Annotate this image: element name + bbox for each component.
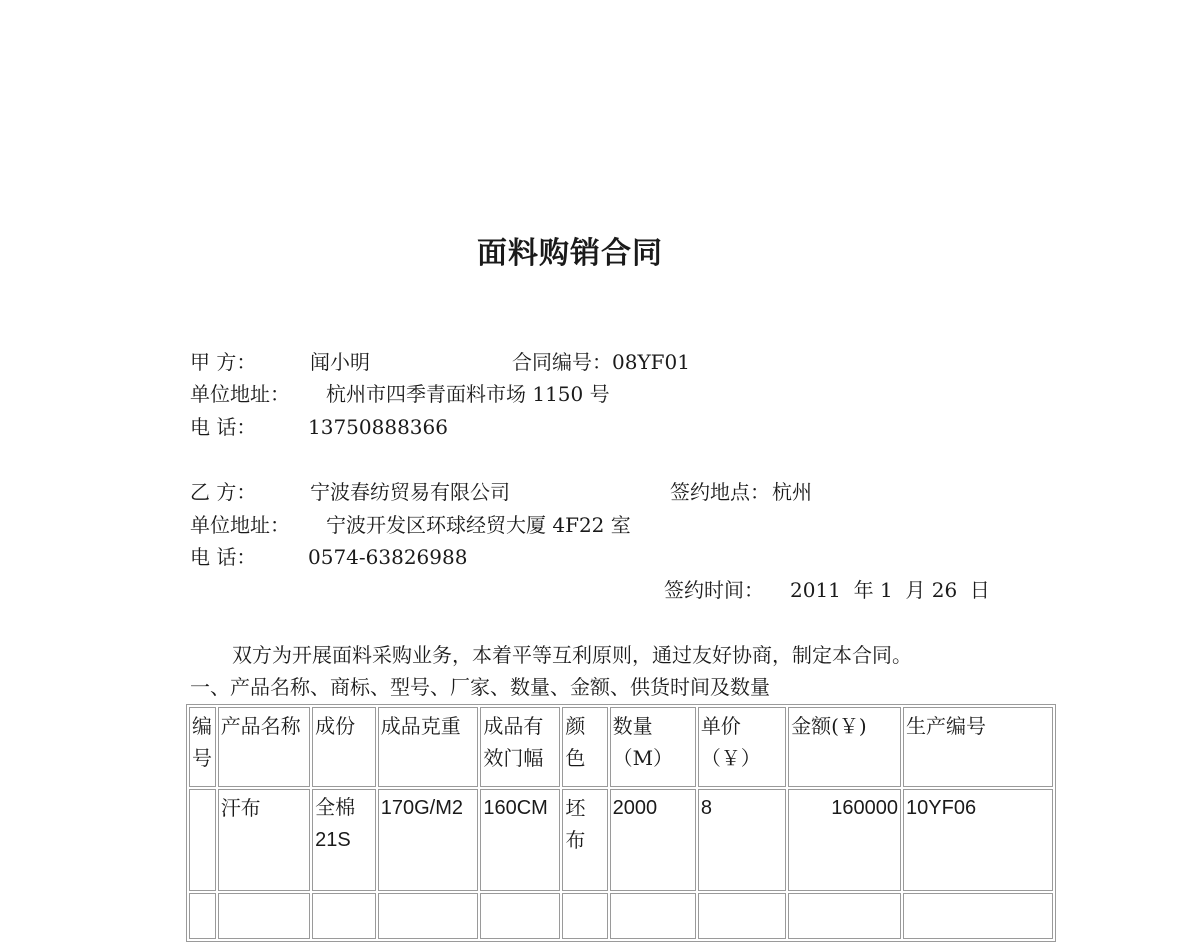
party-b-phone: 0574-63826988: [308, 545, 468, 569]
party-a-phone-label: 电 话：: [190, 415, 257, 439]
contract-no: 08YF01: [612, 350, 690, 374]
table-cell: 10YF06: [903, 789, 1053, 891]
document-title: 面料购销合同: [477, 236, 663, 271]
table-cell: 坯布: [562, 789, 607, 891]
table-cell: 2000: [610, 789, 696, 891]
party-b-label: 乙 方：: [190, 480, 257, 504]
header-cell: 金额(￥): [788, 707, 901, 787]
sign-location: 杭州: [772, 480, 812, 504]
product-table-wrap: [186, 704, 1056, 942]
party-b-phone-label: 电 话：: [190, 545, 257, 569]
header-cell: 单价（￥）: [698, 707, 786, 787]
table-cell: 170G/M2: [378, 789, 479, 891]
intro-paragraph: 双方为开展面料采购业务，本着平等互利原则，通过友好协商，制定本合同。: [232, 643, 912, 667]
table-cell: 160000: [788, 789, 901, 891]
party-b-address-label: 单位地址：: [190, 513, 290, 537]
sign-date: 2011 年 1 月 26 日: [790, 578, 990, 602]
sign-date-label: 签约时间：: [664, 578, 764, 602]
header-cell: 成品克重: [378, 707, 479, 787]
sign-location-label: 签约地点：: [670, 480, 770, 504]
header-cell: 成品有效门幅: [480, 707, 560, 787]
party-a-address-label: 单位地址：: [190, 382, 290, 406]
table-cell: 8: [698, 789, 786, 891]
party-a-phone: 13750888366: [308, 415, 448, 439]
header-cell: 生产编号: [903, 707, 1053, 787]
table-cell: 160CM: [480, 789, 560, 891]
header-cell: 成份: [312, 707, 376, 787]
party-b-name: 宁波春纺贸易有限公司: [310, 480, 510, 504]
header-cell: 颜色: [562, 707, 607, 787]
table-row: [189, 789, 1053, 891]
party-a-name: 闻小明: [310, 350, 370, 374]
party-a-address: 杭州市四季青面料市场 1150 号: [326, 382, 610, 406]
contract-no-label: 合同编号：: [512, 350, 612, 374]
header-cell: 数量（M）: [610, 707, 696, 787]
party-b-address: 宁波开发区环球经贸大厦 4F22 室: [326, 513, 631, 537]
header-cell: 产品名称: [218, 707, 310, 787]
table-cell: 全棉21S: [312, 789, 376, 891]
table-cell: [189, 789, 216, 891]
party-a-label: 甲 方：: [190, 350, 257, 374]
product-table: [186, 704, 1056, 942]
header-cell: 编号: [189, 707, 216, 787]
section-heading: 一、产品名称、商标、型号、厂家、数量、金额、供货时间及数量: [190, 675, 770, 699]
table-header-row: [189, 707, 1053, 787]
table-cell: 汗布: [218, 789, 310, 891]
